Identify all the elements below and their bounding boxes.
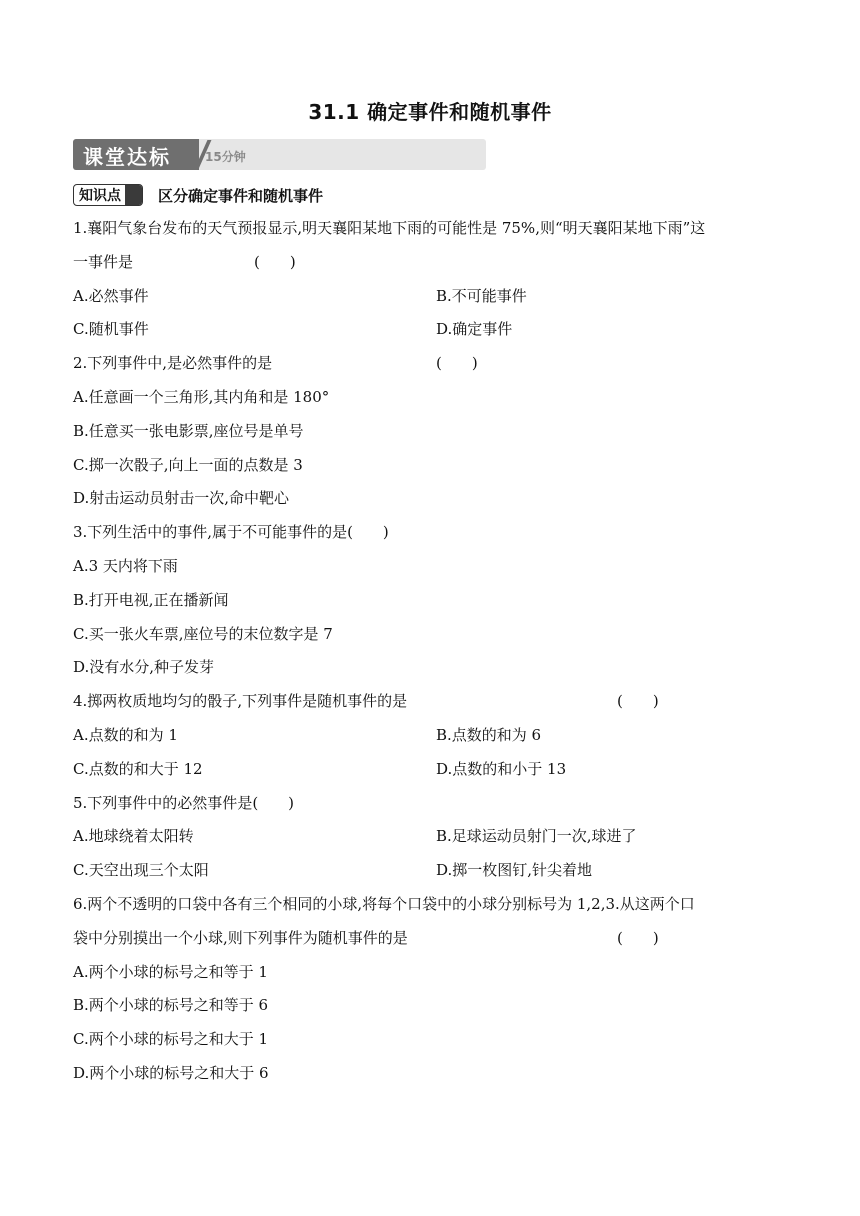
q3-option-a: A.3 天内将下雨 (73, 557, 178, 575)
banner-time: 15分钟 (205, 150, 246, 164)
q4-stem: 4.掷两枚质地均匀的骰子,下列事件是随机事件的是 (73, 692, 408, 710)
knowledge-point-tag (73, 184, 143, 206)
q1-answer-paren: ( ) (254, 253, 296, 271)
q6-answer-paren: ( ) (617, 929, 659, 947)
q1-option-a: A.必然事件 (73, 287, 149, 305)
q6-option-c: C.两个小球的标号之和大于 1 (73, 1030, 269, 1048)
q5-stem: 5.下列事件中的必然事件是( ) (73, 794, 295, 812)
knowledge-point-title: 区分确定事件和随机事件 (158, 186, 324, 205)
q2-option-a: A.任意画一个三角形,其内角和是 180° (73, 388, 330, 406)
knowledge-point-block (125, 185, 142, 205)
q3-option-d: D.没有水分,种子发芽 (73, 658, 215, 676)
q2-option-b: B.任意买一张电影票,座位号是单号 (73, 422, 304, 440)
q4-option-d: D.点数的和小于 13 (436, 760, 567, 778)
q1-stem-line1: 1.襄阳气象台发布的天气预报显示,明天襄阳某地下雨的可能性是 75%,则“明天襄阳某地下雨”这 (73, 219, 706, 237)
q4-answer-paren: ( ) (617, 692, 659, 710)
q1-stem-line2: 一事件是 (73, 253, 134, 271)
knowledge-point-tag-text: 知识点 (79, 188, 121, 204)
q1-option-c: C.随机事件 (73, 320, 149, 338)
q3-option-c: C.买一张火车票,座位号的末位数字是 7 (73, 625, 333, 643)
q6-option-d: D.两个小球的标号之和大于 6 (73, 1064, 269, 1082)
q2-option-c: C.掷一次骰子,向上一面的点数是 3 (73, 456, 303, 474)
section-banner (73, 139, 486, 170)
knowledge-point-header (73, 183, 323, 207)
q5-option-c: C.天空出现三个太阳 (73, 861, 209, 879)
q4-option-b: B.点数的和为 6 (436, 726, 542, 744)
q6-stem-line2: 袋中分别摸出一个小球,则下列事件为随机事件的是 (73, 929, 408, 947)
q2-option-d: D.射击运动员射击一次,命中靶心 (73, 489, 290, 507)
q2-stem: 2.下列事件中,是必然事件的是 (73, 354, 273, 372)
banner-label: 课堂达标 (83, 145, 171, 169)
q3-stem: 3.下列生活中的事件,属于不可能事件的是( ) (73, 523, 389, 541)
q6-stem-line1: 6.两个不透明的口袋中各有三个相同的小球,将每个口袋中的小球分别标号为 1,2,3.从这两个口 (73, 895, 695, 913)
q4-option-a: A.点数的和为 1 (73, 726, 178, 744)
q5-option-d: D.掷一枚图钉,针尖着地 (436, 861, 593, 879)
q1-option-d: D.确定事件 (436, 320, 513, 338)
q5-option-a: A.地球绕着太阳转 (73, 827, 194, 845)
q2-answer-paren: ( ) (436, 354, 478, 372)
q3-option-b: B.打开电视,正在播新闻 (73, 591, 229, 609)
q5-option-b: B.足球运动员射门一次,球进了 (436, 827, 637, 845)
q4-option-c: C.点数的和大于 12 (73, 760, 203, 778)
page-title: 31.1 确定事件和随机事件 (308, 100, 552, 124)
q6-option-a: A.两个小球的标号之和等于 1 (73, 963, 268, 981)
q1-option-b: B.不可能事件 (436, 287, 527, 305)
q6-option-b: B.两个小球的标号之和等于 6 (73, 996, 269, 1014)
